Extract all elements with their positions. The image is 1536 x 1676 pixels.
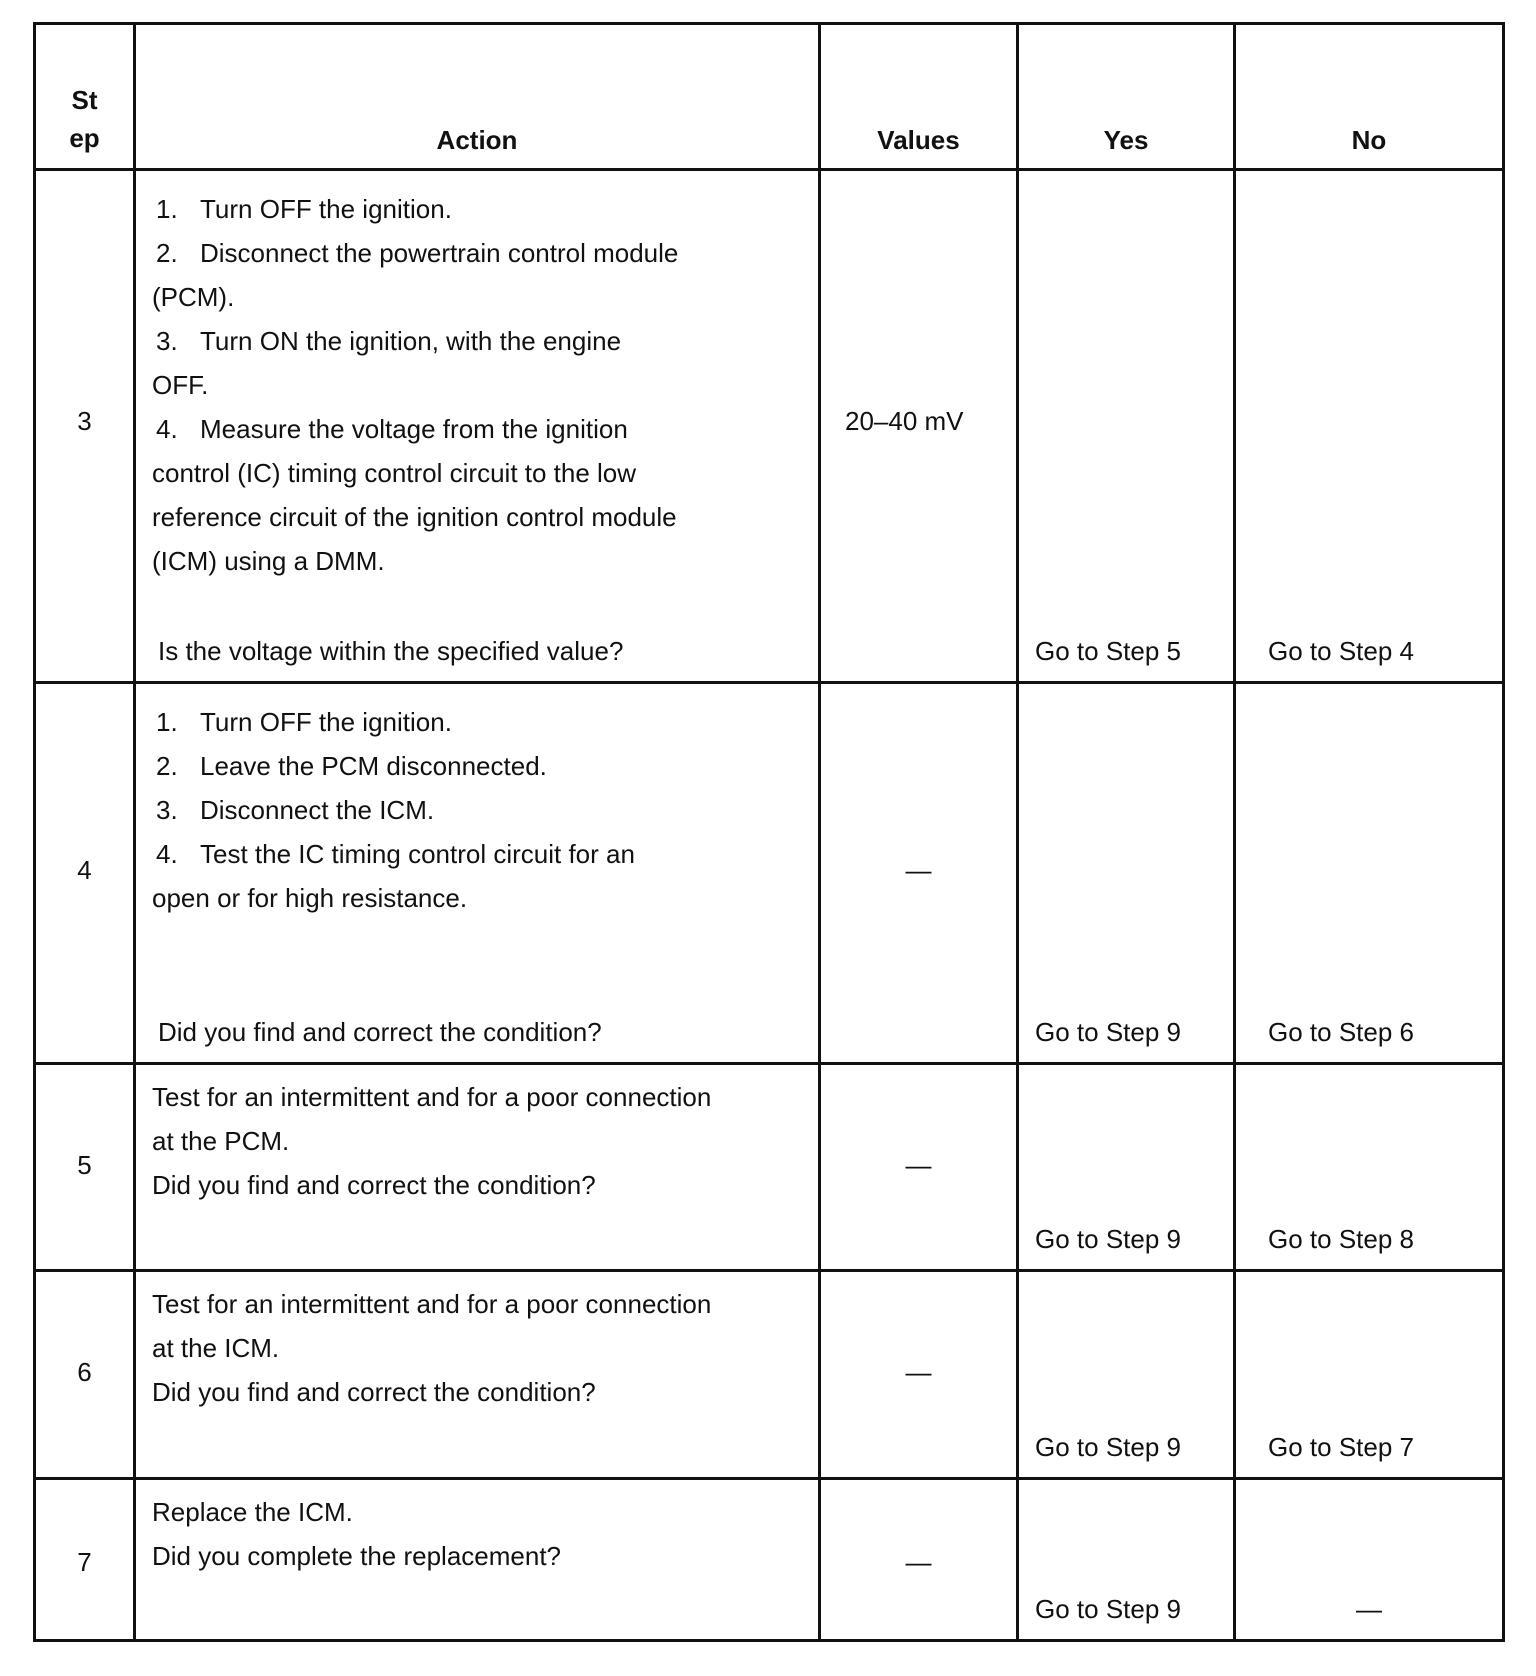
action-text: 1. Turn OFF the ignition. 2. Disconnect the powertrain control module (PCM). 3. Turn ON the ignition, with the engine OFF. 4. Measure the voltage from the ignition control (IC) timing control circuit to the low reference circuit of the ignition control module (ICM) using a DMM. bbox=[152, 194, 679, 576]
step-number: 7 bbox=[77, 1546, 92, 1577]
no-goto: Go to Step 7 bbox=[1268, 1431, 1414, 1462]
action-question: Is the voltage within the specified value? bbox=[158, 636, 624, 667]
values-cell bbox=[820, 1271, 1018, 1478]
step-cell bbox=[35, 170, 135, 683]
action-question: Did you find and correct the condition? bbox=[158, 1016, 602, 1047]
table-row bbox=[35, 1063, 1504, 1270]
no-cell bbox=[1235, 1271, 1504, 1478]
value-text: — bbox=[905, 855, 932, 886]
value-text: — bbox=[905, 1546, 932, 1577]
values-cell bbox=[820, 1063, 1018, 1270]
yes-goto: Go to Step 9 bbox=[1035, 1016, 1181, 1047]
step-cell bbox=[35, 1478, 135, 1640]
header-step bbox=[35, 24, 135, 170]
no-goto: Go to Step 6 bbox=[1268, 1016, 1414, 1047]
header-no: No bbox=[1235, 24, 1504, 170]
no-cell bbox=[1235, 683, 1504, 1064]
no-goto: Go to Step 8 bbox=[1268, 1224, 1414, 1255]
yes-goto: Go to Step 5 bbox=[1035, 636, 1181, 667]
action-text: 1. Turn OFF the ignition. 2. Leave the PCM disconnected. 3. Disconnect the ICM. 4. Test the IC timing control circuit for an open or for high resistance. bbox=[152, 707, 635, 914]
diagnostic-table bbox=[33, 22, 1505, 1642]
table-row bbox=[35, 1478, 1504, 1640]
value-text: 20–40 mV bbox=[845, 406, 964, 436]
table-row bbox=[35, 170, 1504, 683]
table-row bbox=[35, 683, 1504, 1064]
action-text: Test for an intermittent and for a poor connection at the ICM. Did you find and correct the condition? bbox=[152, 1289, 712, 1408]
values-cell bbox=[820, 170, 1018, 683]
header-row bbox=[35, 24, 1504, 170]
no-goto: — bbox=[1356, 1594, 1382, 1624]
yes-cell bbox=[1018, 1478, 1235, 1640]
action-text: Replace the ICM. Did you complete the replacement? bbox=[152, 1496, 562, 1571]
yes-cell bbox=[1018, 1271, 1235, 1478]
step-cell bbox=[35, 1271, 135, 1478]
yes-goto: Go to Step 9 bbox=[1035, 1224, 1181, 1255]
step-number: 5 bbox=[77, 1149, 92, 1180]
header-action: Action bbox=[135, 24, 820, 170]
no-goto: Go to Step 4 bbox=[1268, 636, 1414, 667]
no-cell bbox=[1235, 1063, 1504, 1270]
values-cell bbox=[820, 1478, 1018, 1640]
values-cell bbox=[820, 683, 1018, 1064]
action-cell bbox=[135, 683, 820, 1064]
value-text: — bbox=[905, 1357, 932, 1388]
no-cell bbox=[1235, 170, 1504, 683]
header-step-line2: ep bbox=[69, 123, 100, 153]
action-cell bbox=[135, 1271, 820, 1478]
header-yes: Yes bbox=[1018, 24, 1235, 170]
step-number: 6 bbox=[77, 1357, 92, 1388]
action-cell bbox=[135, 170, 820, 683]
action-text: Test for an intermittent and for a poor connection at the PCM. Did you find and correct the condition? bbox=[152, 1081, 712, 1200]
no-cell bbox=[1235, 1478, 1504, 1640]
step-cell bbox=[35, 683, 135, 1064]
table-row bbox=[35, 1271, 1504, 1478]
yes-cell bbox=[1018, 1063, 1235, 1270]
yes-cell bbox=[1018, 683, 1235, 1064]
yes-goto: Go to Step 9 bbox=[1035, 1594, 1181, 1624]
action-cell bbox=[135, 1478, 820, 1640]
step-number: 3 bbox=[77, 406, 92, 436]
header-step-line1: St bbox=[71, 85, 98, 115]
yes-goto: Go to Step 9 bbox=[1035, 1431, 1181, 1462]
value-text: — bbox=[905, 1149, 932, 1180]
yes-cell bbox=[1018, 170, 1235, 683]
header-values: Values bbox=[820, 24, 1018, 170]
action-cell bbox=[135, 1063, 820, 1270]
step-cell bbox=[35, 1063, 135, 1270]
step-number: 4 bbox=[77, 855, 92, 886]
